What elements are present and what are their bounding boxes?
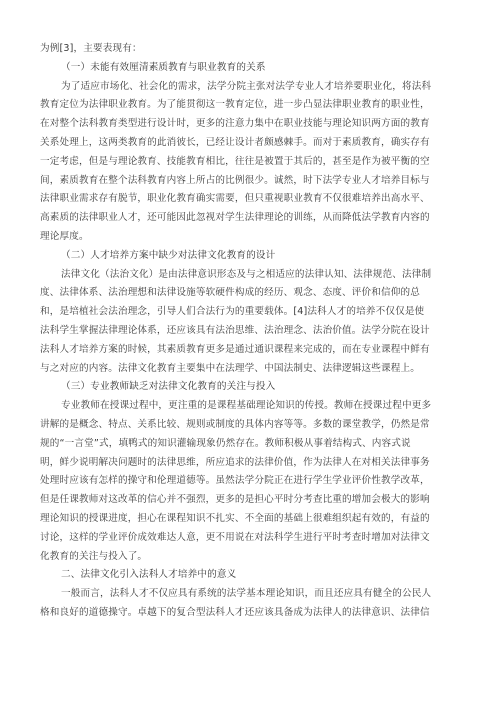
text-line: 但是任课教师对这改革的信心并不强烈，更多的是担心平时分考查比重的增加会极大的影响 — [40, 494, 430, 506]
text-line: 法科学生掌握法律理论体系，还应该具有法治思维、法治理念、法治价值。法学分院在设计 — [40, 324, 430, 336]
text-line: 法律职业需求存有脱节，职业化教育确实需要，但只重视职业教育不仅很难培养出高水平、 — [40, 193, 430, 205]
text-line: 教育定位为法律职业教育。为了能贯彻这一教育定位，进一步凸显法律职业教育的职业性， — [40, 99, 430, 111]
text-line: 处理时应该有怎样的操守和伦理道德等。虽然法学分院正在进行学生学业评价性教学改革， — [40, 475, 430, 487]
text-line: 为例[3]，主要表现有： — [40, 43, 142, 54]
text-line: 法科人才培养方案的时候，其素质教育更多是通过通识课程来完成的，而在专业课程中鲜有 — [40, 343, 430, 355]
text-line: 专业教师在授课过程中，更注重的是课程基础理论知识的传授。教师在授课过程中更多 — [61, 400, 432, 412]
text-line: 规的“一言堂”式，填鸭式的知识灌输现象仍然存在。教师积极从事着结构式、内容式说 — [40, 437, 411, 449]
section-heading: （二）人才培养方案中缺少对法律文化教育的设计 — [61, 249, 276, 261]
text-line: 高素质的法律职业人才，还可能因此忽视对学生法律理论的训练，从而降低法学教育内容的 — [40, 212, 430, 224]
text-line: 关系处理上，这两类教育的此消彼长，已经让设计者颇感棘手。而对于素质教育，确实存有 — [40, 136, 430, 148]
text-line: 在对整个法科教育类型进行设计时，更多的注意力集中在职业技能与理论知识两方面的教育 — [40, 118, 430, 130]
section-heading: 二、法律文化引入法科人才培养中的意义 — [61, 569, 237, 581]
text-line: 理论厚度。 — [40, 230, 89, 242]
text-line: 化教育的关注与投入了。 — [40, 550, 148, 562]
text-line: 一般而言，法科人才不仅应具有系统的法学基本理论知识，而且还应具有健全的公民人 — [61, 588, 432, 600]
text-line: 与之对应的内容。法律文化教育主要集中在法理学、中国法制史、法律逻辑这些课程上。 — [40, 362, 421, 374]
text-line: 度、法律体系、法治理想和法律设施等软硬件构成的经历、观念、态度、评价和信仰的总 — [40, 287, 421, 299]
text-line: 明，鲜少说明解决问题时的法律思维，所应追求的法律价值，作为法律人在对相关法律事务 — [40, 456, 430, 468]
text-line: 一定考虑，但是与理论教育、技能教育相比，往往是被置于其后的，甚至是作为被平衡的空 — [40, 155, 430, 167]
text-line: 理论知识的授课进度，担心在课程知识不扎实、不全面的基础上很难组织起有效的，有益的 — [40, 512, 430, 524]
text-line: 讲解的是概念、特点、关系比较、规则或制度的具体内容等等。多数的课堂教学，仍然是常 — [40, 418, 430, 430]
text-line: 和，是培植社会法治理念，引导人们合法行为的重要载体。[4]法科人才的培养不仅仅是使 — [40, 306, 425, 318]
section-heading: （一）未能有效厘清素质教育与职业教育的关系 — [61, 61, 266, 73]
text-line: 间，素质教育在整个法科教育内容上所占的比例很少。诚然，时下法学专业人才培养目标与 — [40, 174, 430, 186]
text-line: 格和良好的道德操守。卓越下的复合型法科人才还应该具备成为法律人的法律意识、法律信 — [40, 606, 430, 618]
text-line: 为了适应市场化、社会化的需求，法学分院主张对法学专业人才培养要职业化，将法科 — [61, 80, 432, 92]
text-line: 讨论，这样的学业评价成效难达人意，更不用说在对法科学生进行平时考查时增加对法律文 — [40, 531, 430, 543]
section-heading: （三）专业教师缺乏对法律文化教育的关注与投入 — [61, 381, 276, 393]
text-line: 法律文化（法治文化）是由法律意识形态及与之相适应的法律认知、法律规范、法律制 — [61, 268, 432, 280]
